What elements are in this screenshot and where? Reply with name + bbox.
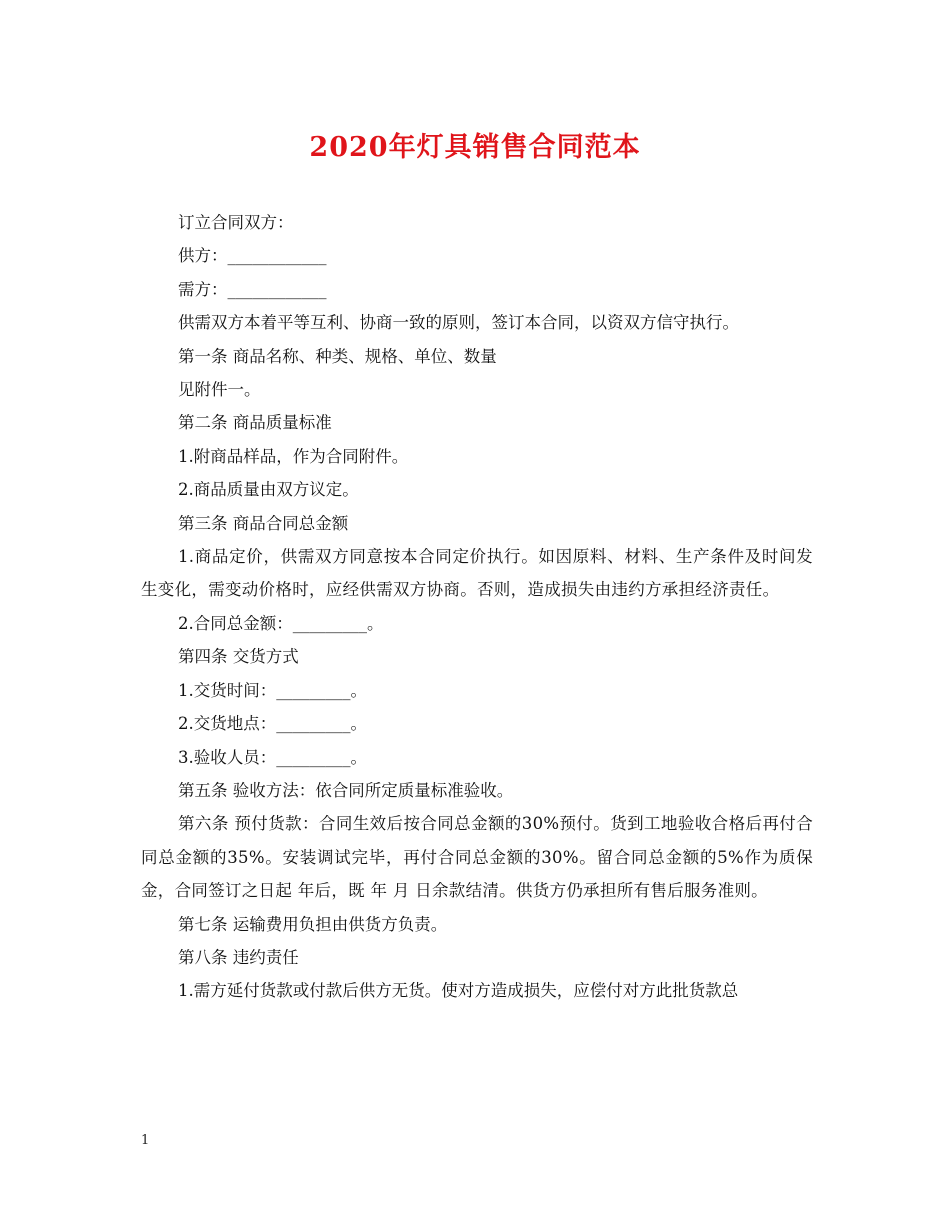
article-2-item-2: 2.商品质量由双方议定。 — [178, 480, 359, 500]
parties-heading: 订立合同双方： — [178, 213, 294, 232]
article-6-text: 第六条 预付货款：合同生效后按合同总金额的30%预付。货到工地验收合格后再付合同总金额的35%。安装调试完毕，再付合同总金额的30%。留合同总金额的5%作为质保金，合同签订之日起 年后，既 年 月 日余款结清。供货方仍承担所有售后服务准则。 — [141, 814, 813, 901]
article-4-item-2: 2.交货地点：_________。 — [178, 714, 367, 734]
article-1-body: 见附件一。 — [178, 380, 261, 400]
article-5-text: 第五条 验收方法：依合同所定质量标准验收。 — [178, 780, 514, 800]
article-3-item-1: 1.商品定价，供需双方同意按本合同定价执行。如因原料、材料、生产条件及时间发生变化，需变动价格时，应经供需双方协商。否则，造成损失由违约方承担经济责任。 — [141, 547, 813, 600]
article-4-item-1: 1.交货时间：_________。 — [178, 680, 367, 700]
article-1-heading: 第一条 商品名称、种类、规格、单位、数量 — [178, 346, 497, 366]
article-3-item-2: 2.合同总金额：_________。 — [178, 613, 384, 633]
article-7-text: 第七条 运输费用负担由供货方负责。 — [178, 914, 448, 934]
document-body — [141, 206, 813, 1008]
article-4-item-3: 3.验收人员：_________。 — [178, 747, 367, 767]
article-8-heading: 第八条 违约责任 — [178, 947, 299, 967]
article-8-item-1: 1.需方延付货款或付款后供方无货。使对方造成损失，应偿付对方此批货款总 — [178, 981, 739, 1001]
page-number: 1 — [141, 1133, 150, 1148]
article-4-heading: 第四条 交货方式 — [178, 647, 299, 667]
buyer-field: 需方：____________ — [178, 279, 327, 299]
supplier-field: 供方：____________ — [178, 246, 327, 266]
principle-text: 供需双方本着平等互利、协商一致的原则，签订本合同，以资双方信守执行。 — [178, 313, 739, 333]
article-2-item-1: 1.附商品样品，作为合同附件。 — [178, 446, 409, 466]
document-title: 2020年灯具销售合同范本 — [309, 132, 641, 163]
article-3-heading: 第三条 商品合同总金额 — [178, 513, 349, 533]
article-2-heading: 第二条 商品质量标准 — [178, 413, 332, 433]
